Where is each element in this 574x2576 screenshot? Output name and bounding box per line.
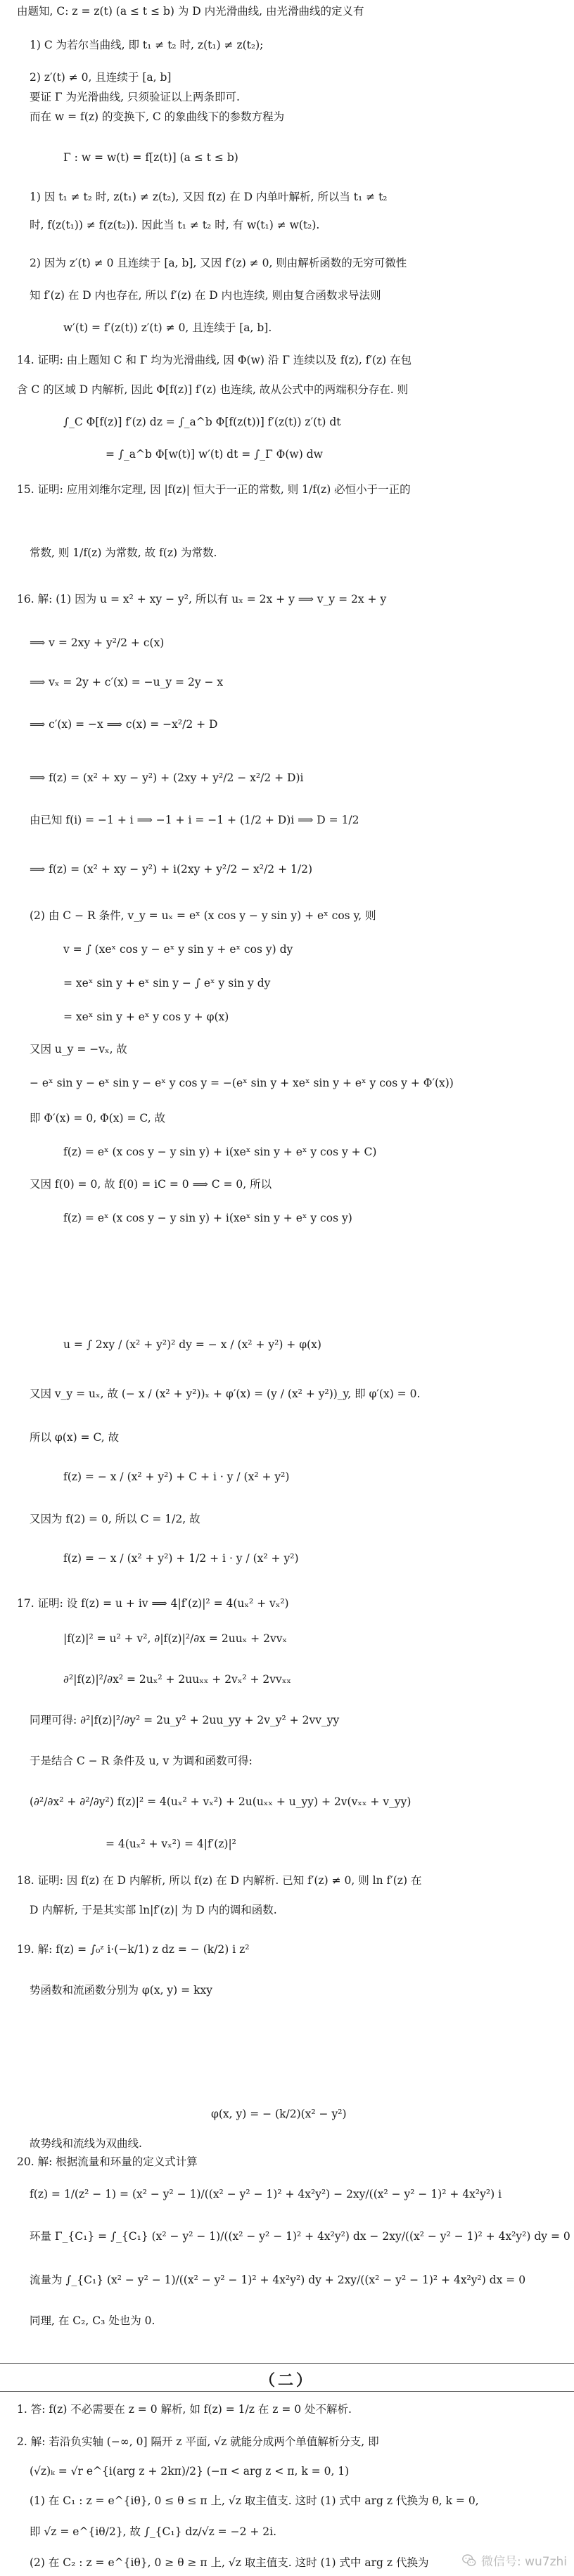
text-line: 17. 证明: 设 f(z) = u + iv ⟹ 4|f′(z)|² = 4(uₓ² + vₓ²) xyxy=(17,1597,289,1610)
watermark xyxy=(461,2551,567,2569)
text-line: 2) 因为 z′(t) ≠ 0 且连续于 [a, b], 又因 f′(z) ≠ 0, 则由解析函数的无穷可微性 xyxy=(30,257,407,269)
text-line: 势函数和流函数分别为 φ(x, y) = kxy xyxy=(30,1984,212,1997)
text-line: (√z)ₖ = √r e^{i(arg z + 2kπ)/2} (−π < arg z < π, k = 0, 1) xyxy=(30,2465,350,2478)
text-line: 常数, 则 1/f(z) 为常数, 故 f(z) 为常数. xyxy=(30,546,217,559)
text-line: f(z) = eˣ (x cos y − y sin y) + i(xeˣ sin y + eˣ y cos y + C) xyxy=(63,1146,377,1158)
text-line: (2) 在 C₂ : z = e^{iθ}, 0 ≥ θ ≥ π 上, √z 取主值支. 这时 (1) 式中 arg z 代换为 xyxy=(30,2556,429,2569)
text-line: 15. 证明: 应用刘维尔定理, 因 |f(z)| 恒大于一正的常数, 则 1/f(z) 必恒小于一正的 xyxy=(17,483,411,496)
text-line: 又因为 f(2) = 0, 所以 C = 1/2, 故 xyxy=(30,1513,200,1525)
text-line: 同理可得: ∂²|f(z)|²/∂y² = 2u_y² + 2uu_yy + 2v_y² + 2vv_yy xyxy=(30,1714,340,1726)
text-line: 20. 解: 根据流量和环量的定义式计算 xyxy=(17,2155,198,2168)
text-line: 知 f′(z) 在 D 内也存在, 所以 f′(z) 在 D 内也连续, 则由复合函数求导法则 xyxy=(30,289,381,302)
text-line: 要证 Γ 为光滑曲线, 只须验证以上两条即可. xyxy=(30,91,240,103)
text-line: 1) C 为若尔当曲线, 即 t₁ ≠ t₂ 时, z(t₁) ≠ z(t₂); xyxy=(30,39,264,51)
text-line: 而在 w = f(z) 的变换下, C 的象曲线下的参数方程为 xyxy=(30,110,285,123)
text-line: 又因 u_y = −vₓ, 故 xyxy=(30,1043,127,1056)
text-line: = ∫_a^b Φ[w(t)] w′(t) dt = ∫_Γ Φ(w) dw xyxy=(106,448,323,461)
text-line: 2. 解: 若沿负实轴 (−∞, 0] 隔开 z 平面, √z 就能分成两个单值解析分支, 即 xyxy=(17,2435,379,2448)
text-line: ⟹ f(z) = (x² + xy − y²) + i(2xy + y²/2 − x²/2 + 1/2) xyxy=(30,863,313,876)
text-line: 又因 f(0) = 0, 故 f(0) = iC = 0 ⟹ C = 0, 所以 xyxy=(30,1178,272,1191)
text-line: 由已知 f(i) = −1 + i ⟹ −1 + i = −1 + (1/2 + D)i ⟹ D = 1/2 xyxy=(30,814,359,826)
text-line: (∂²/∂x² + ∂²/∂y²) f(z)|² = 4(uₓ² + vₓ²) + 2u(uₓₓ + u_yy) + 2v(vₓₓ + v_yy) xyxy=(30,1795,412,1808)
text-line: φ(x, y) = − (k/2)(x² − y²) xyxy=(211,2108,347,2120)
text-line: ⟹ v = 2xy + y²/2 + c(x) xyxy=(30,636,165,649)
text-line: f(z) = 1/(z² − 1) = (x² − y² − 1)/((x² − y² − 1)² + 4x²y²) − 2xy/((x² − y² − 1)² + 4x²y²) i xyxy=(30,2188,502,2200)
text-line: ⟹ vₓ = 2y + c′(x) = −u_y = 2y − x xyxy=(30,676,224,688)
text-line: 流量为 ∫_{C₁} (x² − y² − 1)/((x² − y² − 1)² + 4x²y²) dy + 2xy/((x² − y² − 1)² + 4x²y²) dx = 0 xyxy=(30,2274,526,2286)
text-line: 14. 证明: 由上题知 C 和 Γ 均为光滑曲线, 因 Φ(w) 沿 Γ 连续以及 f(z), f′(z) 在包 xyxy=(17,354,412,366)
text-line: − eˣ sin y − eˣ sin y − eˣ y cos y = −(eˣ sin y + xeˣ sin y + eˣ y cos y + Φ′(x)) xyxy=(30,1077,454,1089)
text-line: f(z) = − x / (x² + y²) + C + i · y / (x² + y²) xyxy=(63,1470,290,1483)
text-line: 环量 Γ_{C₁} = ∫_{C₁} (x² − y² − 1)/((x² − y² − 1)² + 4x²y²) dx − 2xy/((x² − y² − 1)² + 4x²y²) dy = 0 xyxy=(30,2230,570,2243)
text-line: 故势线和流线为双曲线. xyxy=(30,2137,142,2150)
text-line: 即 √z = e^{iθ/2}, 故 ∫_{C₁} dz/√z = −2 + 2i. xyxy=(30,2525,277,2538)
text-line: v = ∫ (xeˣ cos y − eˣ y sin y + eˣ cos y) dy xyxy=(63,943,293,956)
text-line: ∂²|f(z)|²/∂x² = 2uₓ² + 2uuₓₓ + 2vₓ² + 2vvₓₓ xyxy=(63,1673,291,1686)
text-line: 于是结合 C − R 条件及 u, v 为调和函数可得: xyxy=(30,1755,253,1767)
wechat-icon xyxy=(461,2553,477,2568)
text-line: 2) z′(t) ≠ 0, 且连续于 [a, b] xyxy=(30,71,172,84)
text-line: f(z) = − x / (x² + y²) + 1/2 + i · y / (x² + y²) xyxy=(63,1552,299,1565)
text-line: 即 Φ′(x) = 0, Φ(x) = C, 故 xyxy=(30,1112,166,1124)
text-line: Γ : w = w(t) = f[z(t)] (a ≤ t ≤ b) xyxy=(63,151,238,164)
text-line: 19. 解: f(z) = ∫₀ᶻ i·(−k/1) z dz = − (k/2) i z² xyxy=(17,1943,250,1956)
text-line: 所以 φ(x) = C, 故 xyxy=(30,1431,120,1444)
text-line: 又因 v_y = uₓ, 故 (− x / (x² + y²))ₓ + φ′(x) = (y / (x² + y²))_y, 即 φ′(x) = 0. xyxy=(30,1388,421,1400)
text-line: u = ∫ 2xy / (x² + y²)² dy = − x / (x² + y²) + φ(x) xyxy=(63,1338,321,1351)
text-line: 含 C 的区域 D 内解析, 因此 Φ[f(z)] f′(z) 也连续, 故从公式中的两端积分存在. 则 xyxy=(17,383,409,396)
text-line: = 4(uₓ² + vₓ²) = 4|f′(z)|² xyxy=(106,1838,236,1850)
text-line: = xeˣ sin y + eˣ y cos y + φ(x) xyxy=(63,1011,229,1023)
text-line: ⟹ f(z) = (x² + xy − y²) + (2xy + y²/2 − x²/2 + D)i xyxy=(30,771,304,784)
text-line: ⟹ c′(x) = −x ⟹ c(x) = −x²/2 + D xyxy=(30,718,218,731)
text-line: ∫_C Φ[f(z)] f′(z) dz = ∫_a^b Φ[f(z(t))] f′(z(t)) z′(t) dt xyxy=(63,416,341,428)
text-line: 时, f(z(t₁)) ≠ f(z(t₂)). 因此当 t₁ ≠ t₂ 时, 有 w(t₁) ≠ w(t₂). xyxy=(30,219,320,231)
divider xyxy=(0,2363,574,2364)
text-line: (1) 在 C₁ : z = e^{iθ}, 0 ≤ θ ≤ π 上, √z 取主值支. 这时 (1) 式中 arg z 代换为 θ, k = 0, xyxy=(30,2494,479,2507)
text-line: 18. 证明: 因 f(z) 在 D 内解析, 所以 f(z) 在 D 内解析. 已知 f′(z) ≠ 0, 则 ln f′(z) 在 xyxy=(17,1874,422,1887)
text-line: |f(z)|² = u² + v², ∂|f(z)|²/∂x = 2uuₓ + 2vvₓ xyxy=(63,1632,288,1645)
text-line: 同理, 在 C₂, C₃ 处也为 0. xyxy=(30,2314,155,2327)
text-line: (2) 由 C − R 条件, v_y = uₓ = eˣ (x cos y − y sin y) + eˣ cos y, 则 xyxy=(30,909,376,922)
text-line: D 内解析, 于是其实部 ln|f′(z)| 为 D 内的调和函数. xyxy=(30,1904,277,1916)
text-line: 由题知, C: z = z(t) (a ≤ t ≤ b) 为 D 内光滑曲线, 由光滑曲线的定义有 xyxy=(17,5,364,18)
text-line: 1) 因 t₁ ≠ t₂ 时, z(t₁) ≠ z(t₂), 又因 f(z) 在 D 内单叶解析, 所以当 t₁ ≠ t₂ xyxy=(30,191,388,203)
text-line: = xeˣ sin y + eˣ sin y − ∫ eˣ y sin y dy xyxy=(63,977,271,989)
section-heading: （二） xyxy=(259,2371,314,2390)
text-line: 1. 答: f(z) 不必需要在 z = 0 解析, 如 f(z) = 1/z 在 z = 0 处不解析. xyxy=(17,2403,352,2416)
divider xyxy=(0,2391,574,2392)
text-line: w′(t) = f′(z(t)) z′(t) ≠ 0, 且连续于 [a, b]. xyxy=(63,321,272,334)
text-line: 16. 解: (1) 因为 u = x² + xy − y², 所以有 uₓ = 2x + y ⟹ v_y = 2x + y xyxy=(17,593,387,605)
text-line: f(z) = eˣ (x cos y − y sin y) + i(xeˣ sin y + eˣ y cos y) xyxy=(63,1212,352,1224)
watermark-text: 微信号: wu7zhi xyxy=(480,2555,567,2569)
